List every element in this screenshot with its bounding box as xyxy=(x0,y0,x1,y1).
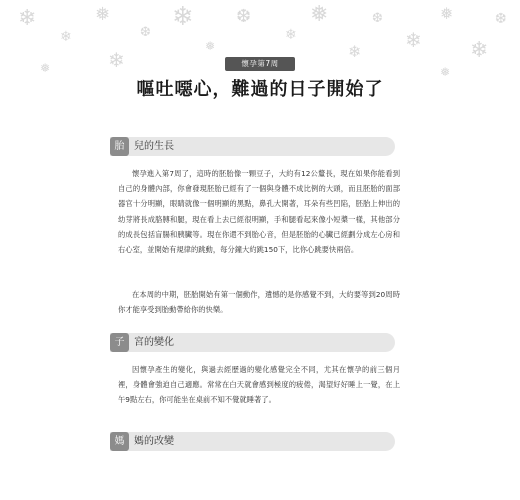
snowflake-icon: ❄ xyxy=(405,28,422,52)
section-title: 媽的改變 xyxy=(134,436,174,447)
section-badge: 子 xyxy=(110,333,129,352)
snowflake-icon: ❄ xyxy=(470,38,489,63)
section-badge: 媽 xyxy=(110,432,129,451)
page-title: 嘔吐噁心，難過的日子開始了 xyxy=(136,79,384,100)
snowflake-icon: ❄ xyxy=(172,2,194,32)
paragraph: 因懷孕產生的變化，與過去經歷過的變化感覺完全不同，尤其在懷孕的前三個月裡，身體會強迫自己適應。常常在白天就會感到極度的疲倦，渴望好好睡上一覺，在上午9點左右，你可能坐在桌前不知不覺就睡著了。 xyxy=(118,365,400,405)
snowflake-icon: ❆ xyxy=(495,11,507,27)
section-header-fetal-growth xyxy=(110,137,395,156)
week-badge: 懷孕第7周 xyxy=(225,57,295,71)
snowflake-icon: ❅ xyxy=(310,2,329,27)
section-title: 宮的變化 xyxy=(134,337,174,348)
section-header-uterus-changes xyxy=(110,333,395,352)
snowflake-icon: ❅ xyxy=(205,39,216,53)
snowflake-icon: ❄ xyxy=(60,29,72,45)
snowflake-icon: ❆ xyxy=(140,25,151,40)
snowflake-icon: ❄ xyxy=(108,48,125,72)
snowflake-icon: ❅ xyxy=(95,4,111,25)
snowflake-icon: ❄ xyxy=(285,27,297,43)
section-header-mother-changes xyxy=(110,432,395,451)
snowflake-icon: ❅ xyxy=(40,61,51,75)
paragraph: 在本周的中期，胚胎開始有第一個動作，遺憾的是你感覺不到，大約要等到20周時你才能享受到胎動帶給你的快樂。 xyxy=(118,290,400,315)
section-badge: 胎 xyxy=(110,137,129,156)
paragraph: 懷孕進入第7周了，這時的胚胎像一顆豆子，大約有12公釐長，現在如果你能看到自己的身體內部，你會發現胚胎已經有了一個與身體不成比例的大頭，而且胚胎的面部器官十分明顯，眼睛就像一個明顯的黑點，鼻孔大開著，耳朵有些凹陷，胚胎上伸出的幼芽將長成胳膊和腿，現在看上去已經很明顯，手和腿看起來像小短槳一樣，其他部分的成長包括盲腸和胰臟等。現在你還不到胎心音，但是胚胎的心臟已經劃分成左心房和右心室，並開始有規律的跳動，每分鐘大約跳150下，比你心跳要快兩倍。 xyxy=(118,169,400,255)
snowflake-icon: ❆ xyxy=(236,6,252,27)
snowflake-icon: ❄ xyxy=(348,42,362,61)
snowflake-icon: ❅ xyxy=(440,4,454,23)
section-title: 兒的生長 xyxy=(134,141,174,152)
snowflake-icon: ❄ xyxy=(18,6,37,31)
snowflake-icon: ❆ xyxy=(372,11,383,26)
snowflake-icon: ❅ xyxy=(440,65,451,79)
